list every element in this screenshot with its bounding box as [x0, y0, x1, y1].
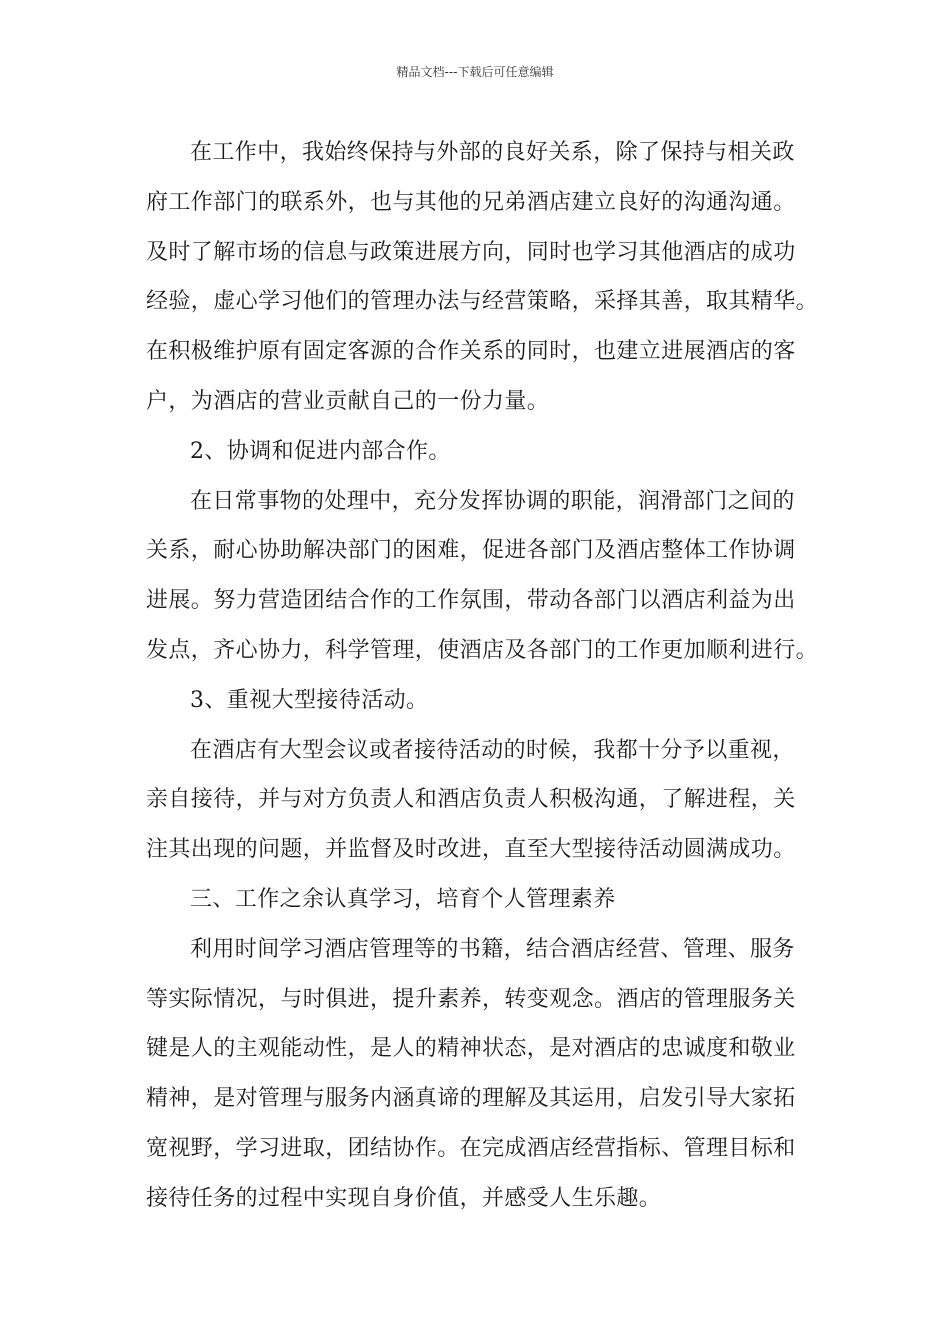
text-line: 利用时间学习酒店管理等的书籍，结合酒店经营、管理、服务: [190, 936, 795, 962]
section-heading: 2、协调和促进内部合作。: [190, 438, 451, 464]
text-line: 发点，齐心协力，科学管理，使酒店及各部门的工作更加顺利进行。: [146, 637, 819, 663]
text-line: 户，为酒店的营业贡献自己的一份力量。: [146, 388, 550, 414]
text-line: 在积极维护原有固定客源的合作关系的同时，也建立进展酒店的客: [146, 339, 796, 365]
section-heading: 3、重视大型接待活动。: [190, 687, 429, 713]
text-line: 在工作中，我始终保持与外部的良好关系，除了保持与相关政: [190, 140, 795, 165]
page-header: 精品文档---下载后可任意编辑: [396, 65, 554, 79]
text-line: 经验，虚心学习他们的管理办法与经营策略，采择其善，取其精华。: [146, 289, 819, 315]
text-line: 注其出现的问题，并监督及时改进，直至大型接待活动圆满成功。: [146, 837, 796, 863]
section-heading: 三、工作之余认真学习，培育个人管理素养: [190, 886, 616, 912]
text-line: 在日常事物的处理中，充分发挥协调的职能，润滑部门之间的: [190, 488, 795, 514]
document-body: [146, 128, 819, 1224]
text-line: 亲自接待，并与对方负责人和酒店负责人积极沟通，了解进程，关: [146, 787, 796, 813]
text-line: 精神，是对管理与服务内涵真谛的理解及其运用，启发引导大家拓: [146, 1086, 796, 1112]
text-line: 接待任务的过程中实现自身价值，并感受人生乐趣。: [146, 1185, 662, 1211]
text-line: 关系，耐心协助解决部门的困难，促进各部门及酒店整体工作协调: [146, 538, 796, 564]
text-line: 等实际情况，与时俱进，提升素养，转变观念。酒店的管理服务关: [146, 986, 796, 1012]
text-line: 在酒店有大型会议或者接待活动的时候，我都十分予以重视，: [190, 737, 795, 763]
text-line: 及时了解市场的信息与政策进展方向，同时也学习其他酒店的成功: [146, 239, 796, 265]
text-line: 键是人的主观能动性，是人的精神状态，是对酒店的忠诚度和敬业: [146, 1036, 796, 1062]
text-line: 府工作部门的联系外，也与其他的兄弟酒店建立良好的沟通沟通。: [146, 189, 796, 215]
text-line: 宽视野，学习进取，团结协作。在完成酒店经营指标、管理目标和: [146, 1135, 796, 1161]
text-line: 进展。努力营造团结合作的工作氛围，带动各部门以酒店利益为出: [146, 588, 796, 614]
